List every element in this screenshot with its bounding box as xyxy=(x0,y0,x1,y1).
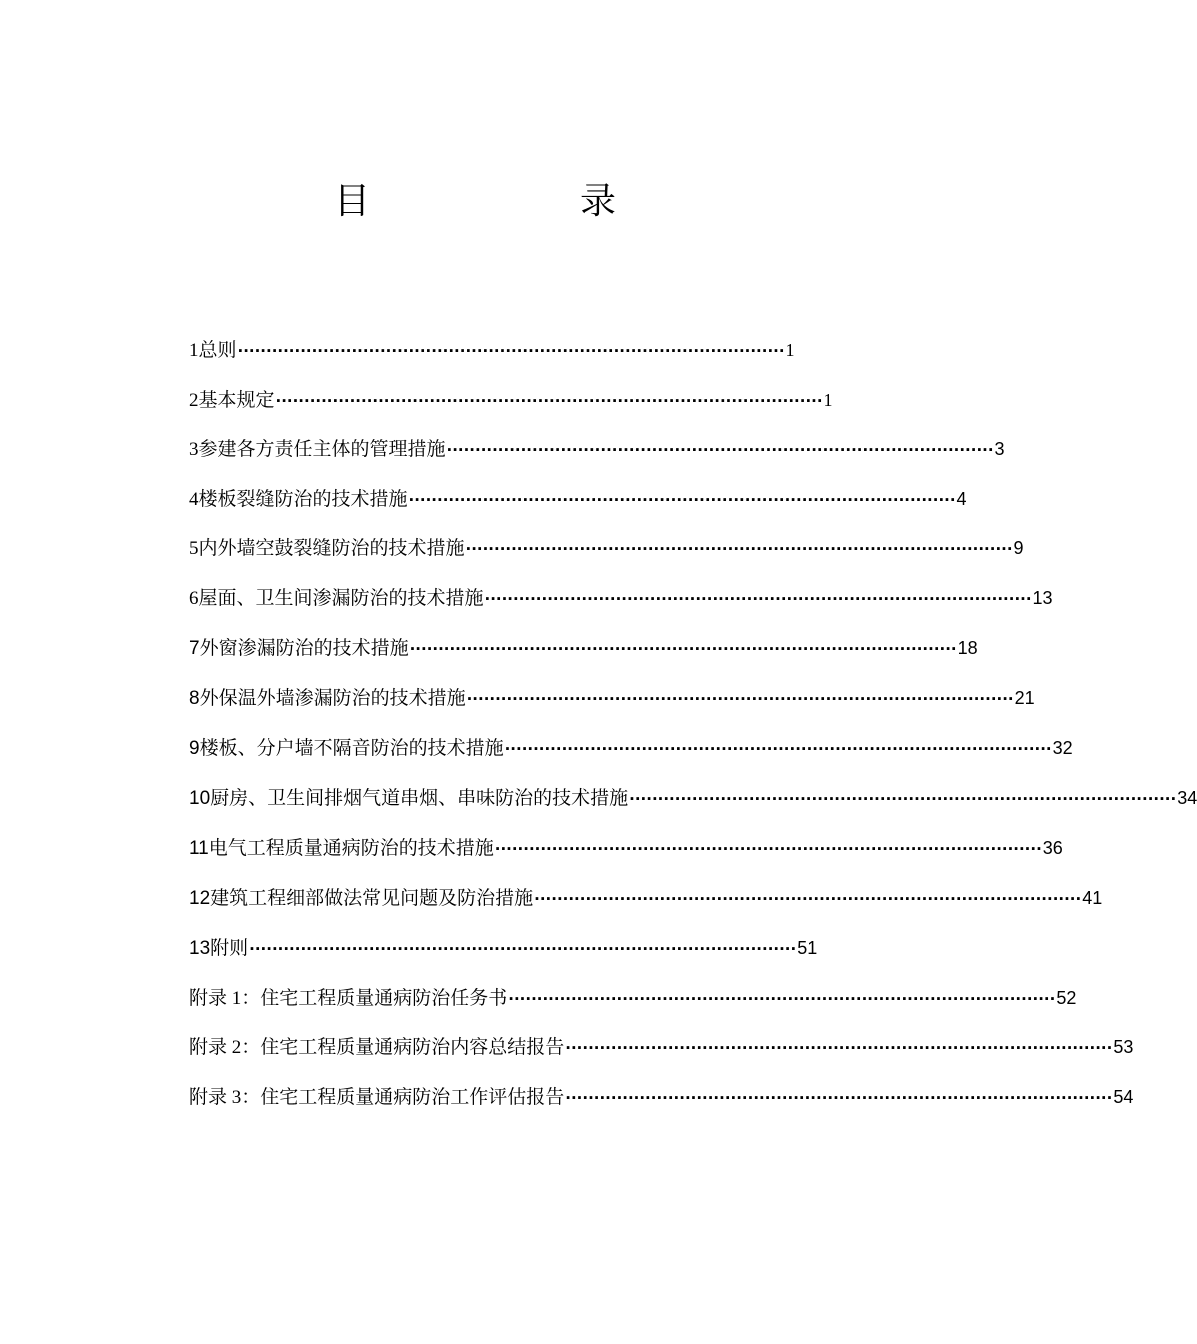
toc-entry-title: 屋面、卫生间渗漏防治的技术措施 xyxy=(198,587,484,609)
toc-entry-number: 3 xyxy=(189,439,199,460)
toc-leader-dots: ································································································ xyxy=(408,491,956,509)
toc-leader-dots: ································································································ xyxy=(565,1039,1113,1057)
toc-entry[interactable] xyxy=(189,533,1024,563)
toc-leader-dots: ································································································ xyxy=(504,740,1052,758)
toc-entry-number: 13 xyxy=(189,938,211,959)
toc-entry-page: 54 xyxy=(1113,1087,1134,1107)
toc-entry-page: 21 xyxy=(1014,688,1035,708)
toc-leader-dots: ································································································ xyxy=(484,590,1032,608)
toc-leader-dots: ································································································ xyxy=(565,1089,1113,1107)
toc-entry-page: 41 xyxy=(1082,888,1103,908)
toc-entry-title: 电气工程质量通病防治的技术措施 xyxy=(208,837,494,859)
toc-entry-number: 7 xyxy=(189,638,200,659)
toc-entry[interactable] xyxy=(189,1082,1134,1112)
toc-entry[interactable] xyxy=(189,484,967,514)
toc-entry-page: 32 xyxy=(1052,738,1073,758)
toc-leader-dots: ································································································ xyxy=(249,940,797,958)
toc-entry[interactable] xyxy=(189,633,978,663)
toc-entry-title: 建筑工程细部做法常见问题及防治措施 xyxy=(210,887,534,909)
toc-entry[interactable] xyxy=(189,335,795,365)
toc-entry-number: 8 xyxy=(189,688,200,709)
toc-leader-dots: ································································································ xyxy=(629,790,1177,808)
toc-entry-page: 1 xyxy=(785,340,795,360)
toc-leader-dots: ································································································ xyxy=(446,441,994,459)
toc-entry[interactable] xyxy=(189,783,1197,813)
toc-entry-page: 3 xyxy=(994,439,1005,459)
toc-entry[interactable] xyxy=(189,385,833,415)
toc-entry[interactable] xyxy=(189,583,1053,613)
toc-entry[interactable] xyxy=(189,933,818,963)
toc-entry-number: 1 xyxy=(189,340,199,361)
toc-entry-page: 36 xyxy=(1042,838,1063,858)
toc-entry[interactable] xyxy=(189,434,1005,464)
toc-leader-dots: ································································································ xyxy=(237,342,785,360)
toc-heading-left: 目 xyxy=(334,181,371,222)
toc-entry-number: 6 xyxy=(189,588,199,609)
toc-leader-dots: ································································································ xyxy=(409,640,957,658)
toc-entry-title: 附则 xyxy=(210,937,249,959)
toc-entry-number: 9 xyxy=(189,738,200,759)
toc-entry-number: 10 xyxy=(189,788,211,809)
toc-entry-title: 住宅工程质量通病防治任务书 xyxy=(260,987,508,1009)
toc-entry-number: 12 xyxy=(189,888,211,909)
toc-entry-title: 厨房、卫生间排烟气道串烟、串味防治的技术措施 xyxy=(210,787,629,809)
toc-entry-title: 参建各方责任主体的管理措施 xyxy=(198,438,446,460)
toc-entry[interactable] xyxy=(189,833,1063,863)
toc-leader-dots: ································································································ xyxy=(494,840,1042,858)
toc-entry-title: 外窗渗漏防治的技术措施 xyxy=(199,637,409,659)
toc-leader-dots: ································································································ xyxy=(534,890,1082,908)
toc-entry-number: 5 xyxy=(189,538,199,559)
toc-entry-number: 4 xyxy=(189,489,199,510)
toc-leader-dots: ································································································ xyxy=(466,690,1014,708)
toc-entry-page: 1 xyxy=(823,390,833,410)
toc-entry[interactable] xyxy=(189,683,1035,713)
toc-entry-number: 附录 1： xyxy=(189,988,261,1009)
toc-entry-page: 4 xyxy=(956,489,967,509)
toc-entry[interactable] xyxy=(189,983,1077,1013)
toc-entry-page: 53 xyxy=(1113,1037,1134,1057)
toc-heading-right: 录 xyxy=(580,181,617,222)
toc-entry-page: 9 xyxy=(1013,538,1024,558)
toc-entry[interactable] xyxy=(189,1032,1134,1062)
toc-heading xyxy=(0,178,950,228)
toc-entry-title: 内外墙空鼓裂缝防治的技术措施 xyxy=(198,537,465,559)
toc-entry-page: 34 xyxy=(1177,788,1197,808)
toc-entry-number: 附录 3： xyxy=(189,1087,261,1108)
toc-leader-dots: ································································································ xyxy=(275,392,823,410)
toc-entry-page: 13 xyxy=(1032,588,1053,608)
toc-leader-dots: ································································································ xyxy=(465,540,1013,558)
toc-entry-page: 52 xyxy=(1056,988,1077,1008)
toc-entry-title: 外保温外墙渗漏防治的技术措施 xyxy=(199,687,466,709)
toc-entry-title: 住宅工程质量通病防治内容总结报告 xyxy=(260,1036,565,1058)
toc-entry-page: 18 xyxy=(957,638,978,658)
toc-entry[interactable] xyxy=(189,883,1103,913)
toc-entry-title: 基本规定 xyxy=(198,389,275,411)
toc-entry[interactable] xyxy=(189,733,1073,763)
toc-entry-page: 51 xyxy=(797,938,818,958)
toc-entry-number: 2 xyxy=(189,390,199,411)
toc-entry-title: 楼板、分户墙不隔音防治的技术措施 xyxy=(199,737,504,759)
toc-entry-title: 总则 xyxy=(198,339,237,361)
toc-entry-number: 11 xyxy=(189,838,209,859)
toc-entry-number: 附录 2： xyxy=(189,1037,261,1058)
toc-leader-dots: ································································································ xyxy=(508,990,1056,1008)
toc-entry-title: 楼板裂缝防治的技术措施 xyxy=(198,488,408,510)
toc-entry-title: 住宅工程质量通病防治工作评估报告 xyxy=(260,1086,565,1108)
